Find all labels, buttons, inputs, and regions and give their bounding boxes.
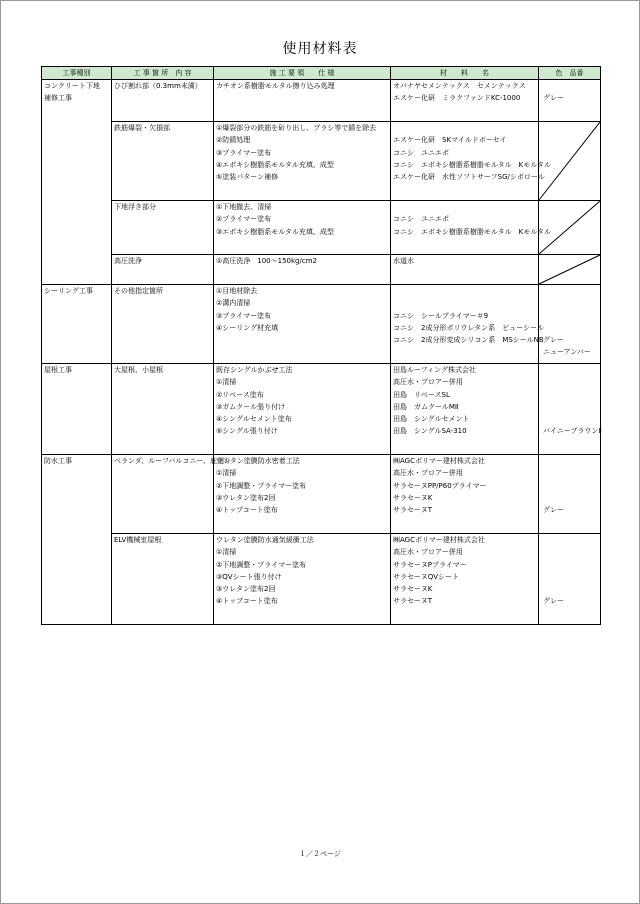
- cell-location: [112, 201, 214, 255]
- not-applicable-slash: [539, 122, 600, 200]
- cell-material: [391, 255, 539, 285]
- cell-material-line: エスケー化研 SKマイルドボーセイ: [393, 136, 507, 145]
- cell-method-line: ③エポキシ樹脂系モルタル充填、成型: [216, 227, 334, 236]
- cell-material-line: 高圧水・ブロアー併用: [393, 548, 463, 557]
- cell-method: [214, 455, 391, 534]
- cell-color-line: [541, 310, 600, 322]
- cell-material-line: コニシ 2成分形変成シリコン系 MSシールNB: [393, 336, 544, 345]
- cell-material-line: エスケー化研 水性ソフトサーフSG/シポロール: [393, 173, 545, 182]
- cell-work-type-line: シーリング工事: [44, 287, 93, 295]
- cell-material-line: エスケー化研 ミラクファンドKC-1000: [393, 94, 521, 103]
- cell-color-line: [541, 571, 600, 583]
- cell-method-line: ④トップコート塗布: [216, 506, 278, 515]
- cell-material: [391, 364, 539, 455]
- table-row: [42, 80, 601, 122]
- cell-material-line: 田島 リベースSL: [393, 390, 450, 399]
- cell-material-line: サラセーヌPプライマー: [393, 560, 467, 569]
- cell-work-type-line: 防水工事: [44, 457, 72, 465]
- cell-color-line: [541, 389, 600, 401]
- header-color: 色 品番: [539, 67, 601, 80]
- cell-color-line: [541, 413, 600, 425]
- cell-method-line: ③ウレタン塗布2回: [216, 493, 276, 502]
- cell-location-line: 高圧洗浄: [114, 257, 142, 265]
- cell-material-line: オバナヤセメンテックス セメンテックス: [393, 82, 526, 90]
- cell-method: [214, 364, 391, 455]
- cell-color-line: [541, 534, 600, 546]
- cell-color-line: [541, 559, 600, 571]
- cell-location-line: ひび割れ部（0.3mm未満）: [114, 82, 202, 90]
- cell-material: [391, 534, 539, 625]
- cell-method-line: 既存シングルかぶせ工法: [216, 366, 293, 374]
- document-title: 使用材料表: [282, 41, 358, 57]
- cell-method-line: ③プライマー塗布: [216, 311, 272, 320]
- cell-material: [391, 455, 539, 534]
- cell-material-line: [393, 122, 538, 134]
- cell-material-line: サラセーヌT: [393, 597, 432, 606]
- cell-work-type: [42, 455, 112, 534]
- cell-color: [539, 201, 601, 255]
- cell-color-line: [541, 297, 600, 309]
- table-row: [42, 455, 601, 534]
- cell-method-line: ②プライマー塗布: [216, 215, 272, 224]
- cell-method-line: ④トップコート塗布: [216, 597, 278, 606]
- cell-location: [112, 80, 214, 122]
- page-number: １／２ページ: [299, 850, 341, 858]
- table-row: [42, 201, 601, 255]
- cell-material-line: 田島 シングルセメント: [393, 415, 470, 424]
- table-header-row: [42, 67, 601, 80]
- cell-material-line: [393, 297, 538, 309]
- cell-location: [112, 534, 214, 625]
- cell-location-line: ELV機械室屋根: [114, 536, 162, 544]
- cell-location-line: その他指定箇所: [114, 287, 163, 295]
- cell-color-line: [541, 583, 600, 595]
- table-row: [42, 285, 601, 364]
- cell-work-type: [42, 122, 112, 201]
- cell-work-type: [42, 255, 112, 285]
- cell-method-line: ①爆裂部分の鉄筋を斫り出し、ブラシ等で錆を除去: [216, 124, 377, 132]
- cell-material-line: サラセーヌQVシート: [393, 572, 460, 581]
- cell-color-line: グレー: [543, 597, 564, 606]
- cell-work-type: [42, 534, 112, 625]
- cell-color: [539, 364, 601, 455]
- cell-color-line: [541, 492, 600, 504]
- cell-method-line: ②防錆処理: [216, 136, 251, 145]
- cell-location: [112, 364, 214, 455]
- cell-color: [539, 534, 601, 625]
- cell-method-line: ④エポキシ樹脂系モルタル充填、成型: [216, 160, 334, 169]
- cell-material-line: コニシ シールプライマー＃9: [393, 311, 489, 320]
- cell-color-line: [541, 455, 600, 467]
- cell-work-type: [42, 201, 112, 255]
- cell-work-type-line: コンクリート下地: [44, 82, 100, 90]
- cell-color-line: [541, 285, 600, 297]
- cell-material-line: サラセーヌT: [393, 506, 432, 515]
- table-row: [42, 122, 601, 201]
- cell-method-line: ④シーリング材充填: [216, 323, 279, 332]
- cell-method-line: ⑤シングル張り付け: [216, 427, 278, 436]
- cell-method-line: ③QVシート張り付け: [216, 572, 282, 581]
- cell-material-line: コニシ ユニエポ: [393, 215, 449, 224]
- cell-location: [112, 285, 214, 364]
- cell-material-line: サラセーヌK: [393, 493, 433, 502]
- cell-material-line: 高圧水・ブロアー併用: [393, 469, 463, 478]
- cell-material-line: コニシ エポキシ樹脂系樹脂モルタル Kモルタル: [393, 227, 551, 236]
- cell-method: [214, 255, 391, 285]
- cell-material: [391, 80, 539, 122]
- header-method: 施 工 要 領 仕 様: [214, 67, 391, 80]
- cell-color-line: バイニーブラウンⅡ: [543, 427, 602, 436]
- cell-location-line: 大屋根、小屋根: [114, 366, 163, 374]
- cell-material: [391, 122, 551, 201]
- cell-method-line: ①目地材除去: [216, 287, 258, 295]
- table-row: [42, 255, 601, 285]
- cell-color-line: [541, 364, 600, 376]
- cell-material-line: ㈱AGCポリマー建材株式会社: [393, 536, 485, 544]
- header-location: 工 事 箇 所 内 容: [112, 67, 214, 80]
- cell-color: [539, 80, 601, 122]
- materials-table: [41, 66, 601, 625]
- cell-method-line: ④シングルセメント塗布: [216, 415, 292, 424]
- cell-method-line: ⑤塗装パターン補修: [216, 173, 279, 182]
- cell-method-line: ①下地撤去、清掃: [216, 203, 272, 211]
- cell-method-line: ①清掃: [216, 548, 237, 557]
- cell-color: [539, 122, 601, 201]
- cell-location: [112, 122, 214, 201]
- cell-method-line: ③プライマー塗布: [216, 148, 272, 157]
- table-body: [42, 80, 601, 625]
- cell-color-line: グレー: [543, 94, 564, 103]
- header-material: 材 料 名: [391, 67, 539, 80]
- cell-method: [214, 534, 391, 625]
- cell-location-line: ベランダ、ルーフバルコニー、庇廻り: [114, 457, 232, 465]
- cell-material-line: [393, 285, 538, 297]
- cell-color-line: [541, 401, 600, 413]
- cell-material-line: 田島ルーフィング株式会社: [393, 366, 476, 374]
- cell-method-line: ③ウレタン塗布2回: [216, 585, 276, 594]
- cell-method: [214, 285, 391, 364]
- cell-method-line: ウレタン塗膜防水通気緩衝工法: [216, 536, 314, 544]
- cell-method-line: ②溝内清掃: [216, 299, 251, 308]
- cell-material: [391, 201, 551, 255]
- cell-color: [539, 285, 601, 364]
- cell-method: [214, 80, 391, 122]
- cell-material-line: 水道水: [393, 257, 414, 265]
- header-work-type: 工事種別: [42, 67, 112, 80]
- not-applicable-slash: [539, 201, 600, 254]
- cell-material-line: [393, 201, 538, 213]
- cell-material-line: 高圧水・ブロアー併用: [393, 378, 463, 387]
- cell-material-line: 田島 ガムクールMⅡ: [393, 402, 459, 411]
- cell-method-line: ①高圧洗浄 100～150kg/cm2: [216, 257, 317, 265]
- cell-color-line: [541, 80, 600, 92]
- cell-work-type: [42, 364, 112, 455]
- cell-method: [214, 201, 391, 255]
- cell-color-line: グレー: [543, 506, 564, 515]
- cell-color-line: [541, 467, 600, 479]
- cell-method: [214, 122, 391, 201]
- cell-method-line: ウレタン塗膜防水密着工法: [216, 457, 300, 465]
- cell-location-line: 鉄筋爆裂・欠損部: [114, 124, 170, 132]
- cell-location-line: 下地浮き部分: [114, 203, 156, 211]
- cell-work-type-line: 補修工事: [44, 94, 72, 103]
- cell-work-type: [42, 80, 112, 122]
- cell-material-line: コニシ ユニエポ: [393, 148, 449, 157]
- cell-color-line: [541, 546, 600, 558]
- cell-method-line: カチオン系樹脂モルタル擦り込み処理: [216, 82, 335, 90]
- cell-method-line: ②下地調整・プライマー塗布: [216, 481, 307, 490]
- table-row: [42, 364, 601, 455]
- cell-material-line: コニシ エポキシ樹脂系樹脂モルタル Kモルタル: [393, 160, 551, 169]
- cell-material-line: コニシ 2成分形ポリウレタン系 ビューシール: [393, 323, 544, 332]
- cell-color-line: グレー: [543, 336, 564, 345]
- cell-material-line: サラセーヌPP/P60プライマー: [393, 481, 487, 490]
- cell-method-line: ③ガムクール張り付け: [216, 402, 286, 411]
- cell-location: [112, 255, 214, 285]
- cell-method-line: ②下地調整・プライマー塗布: [216, 560, 307, 569]
- cell-color: [539, 255, 601, 285]
- cell-material: [391, 285, 544, 364]
- cell-color-line: [541, 480, 600, 492]
- cell-color-line: [541, 322, 600, 334]
- cell-color-line: [541, 376, 600, 388]
- cell-material-line: ㈱AGCポリマー建材株式会社: [393, 457, 485, 465]
- table-row: [42, 534, 601, 625]
- cell-material-line: サラセーヌK: [393, 585, 433, 594]
- cell-work-type: [42, 285, 112, 364]
- cell-method-line: ①清掃: [216, 469, 237, 478]
- cell-method-line: ②リベース塗布: [216, 390, 264, 399]
- cell-color: [539, 455, 601, 534]
- cell-method-line: ①清掃: [216, 378, 237, 387]
- not-applicable-slash: [539, 255, 600, 284]
- cell-color-line: ニューアンバー: [543, 348, 591, 357]
- cell-work-type-line: 屋根工事: [44, 366, 72, 374]
- cell-material-line: 田島 シングルSA-310: [393, 427, 467, 436]
